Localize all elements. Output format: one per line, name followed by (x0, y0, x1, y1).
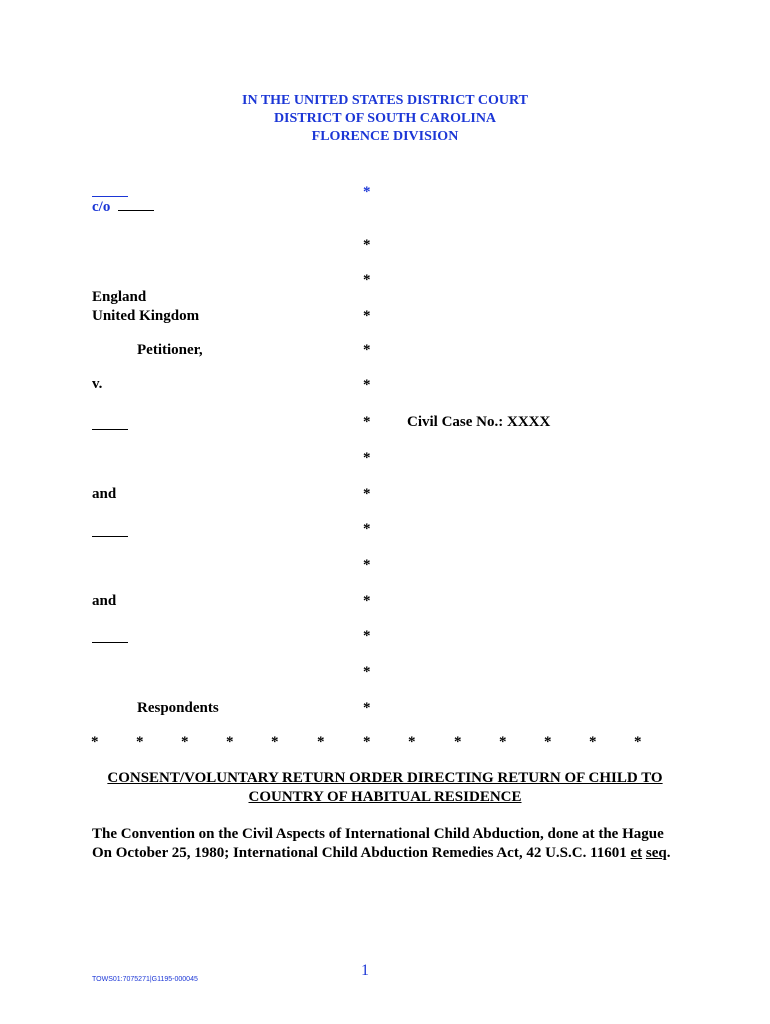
body-line-2-end: . (666, 845, 671, 861)
care-of-blank (118, 210, 154, 211)
separator-star: * (363, 734, 371, 750)
caption-star: * (363, 628, 371, 644)
caption-star: * (363, 450, 371, 466)
order-title-line-1: CONSENT/VOLUNTARY RETURN ORDER DIRECTING RETURN OF CHILD TO (107, 770, 663, 786)
petitioner-label: Petitioner, (137, 342, 203, 358)
separator-star: * (634, 734, 642, 750)
and-label-2: and (92, 593, 117, 609)
caption-star: * (363, 557, 371, 573)
separator-star: * (181, 734, 189, 750)
separator-star: * (589, 734, 597, 750)
body-line-1: The Convention on the Civil Aspects of International Child Abduction, done at the Hague (92, 826, 664, 842)
separator-star: * (136, 734, 144, 750)
body-line-2 (92, 845, 671, 862)
versus-label: v. (92, 376, 103, 392)
care-of-label: c/o (92, 199, 111, 215)
caption-star: * (363, 664, 371, 680)
et-text: et (630, 845, 643, 861)
district-name: DISTRICT OF SOUTH CAROLINA (273, 111, 497, 126)
civil-case-number: Civil Case No.: XXXX (407, 414, 551, 430)
and-label-1: and (92, 486, 117, 502)
respondent-3-blank (92, 642, 128, 643)
caption-star: * (363, 272, 371, 288)
body-line-2-text: On October 25, 1980; International Child Abduction Remedies Act, 42 U.S.C. 11601 (92, 845, 631, 861)
caption-star: * (363, 377, 371, 393)
care-of-line (92, 199, 154, 216)
caption-star: * (363, 414, 371, 430)
division-name: FLORENCE DIVISION (311, 129, 459, 144)
document-reference: TOWS01:7075271|G1195-000045 (92, 976, 198, 983)
separator-star: * (271, 734, 279, 750)
separator-star: * (544, 734, 552, 750)
caption-star: * (363, 237, 371, 253)
respondent-1-blank (92, 429, 128, 430)
caption-star: * (363, 521, 371, 537)
separator-star: * (408, 734, 416, 750)
separator-star: * (454, 734, 462, 750)
caption-star: * (363, 700, 371, 716)
separator-star: * (317, 734, 325, 750)
caption-star: * (363, 486, 371, 502)
respondent-2-blank (92, 536, 128, 537)
respondents-label: Respondents (137, 700, 219, 716)
separator-star: * (91, 734, 99, 750)
order-title-line-2: COUNTRY OF HABITUAL RESIDENCE (248, 789, 522, 805)
separator-star: * (226, 734, 234, 750)
caption-star: * (363, 342, 371, 358)
caption-star: * (363, 593, 371, 609)
page-number: 1 (361, 962, 369, 979)
petitioner-country: England (92, 289, 147, 305)
court-name: IN THE UNITED STATES DISTRICT COURT (242, 93, 528, 108)
petitioner-kingdom: United Kingdom (92, 308, 200, 324)
petitioner-name-blank (92, 196, 128, 197)
seq-text: seq (645, 845, 667, 861)
separator-star: * (499, 734, 507, 750)
caption-star: * (363, 184, 371, 200)
caption-star: * (363, 308, 371, 324)
